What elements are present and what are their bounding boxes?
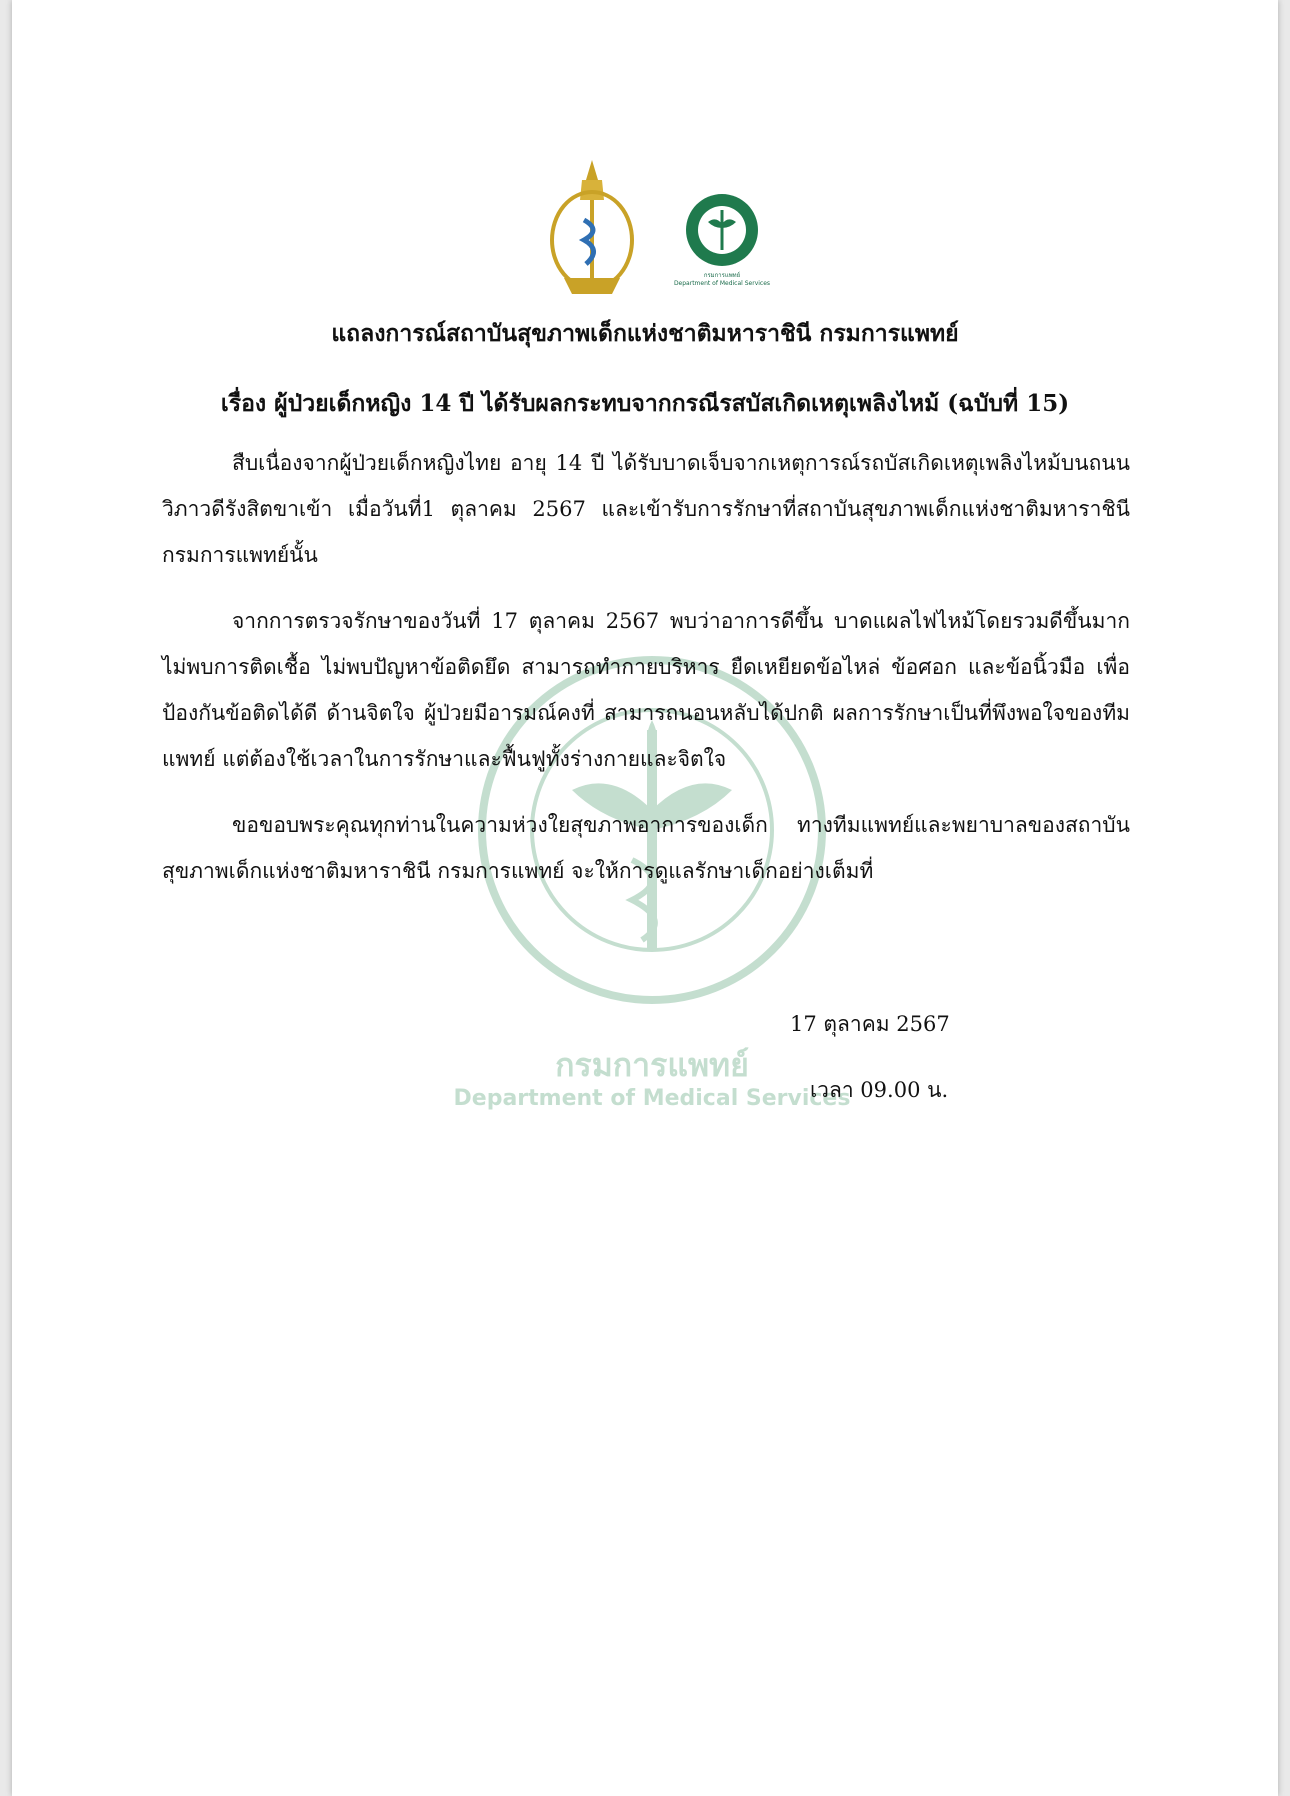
ministry-seal — [672, 190, 772, 300]
logo-caption-en: Department of Medical Services — [673, 280, 771, 287]
ministry-of-public-health-seal-icon — [672, 190, 772, 270]
paragraph-3: ขอขอบพระคุณทุกท่านในความห่วงใยสุขภาพอาการของเด็ก ทางทีมแพทย์และพยาบาลของสถาบันสุขภาพเด็กแห่งชาติมหาราชินี กรมการแพทย์ จะให้การดูแลรักษาเด็กอย่างเต็มที่ — [162, 813, 1130, 883]
watermark-department-th: กรมการแพทย์ — [555, 1046, 749, 1084]
statement-date: 17 ตุลาคม 2567 — [790, 1012, 950, 1036]
institute-emblem-icon — [542, 160, 642, 300]
watermark-department-en: Department of Medical Services — [453, 1086, 851, 1111]
paragraph-1: สืบเนื่องจากผู้ป่วยเด็กหญิงไทย อายุ 14 ปี ได้รับบาดเจ็บจากเหตุการณ์รถบัสเกิดเหตุเพลิงไหม้บนถนนวิภาวดีรังสิตขาเข้า เมื่อวันที่1 ตุลาคม 2567 และเข้ารับการรักษาที่สถาบันสุขภาพเด็กแห่งชาติมหาราชินี กรมการแพทย์นั้น — [162, 451, 1130, 567]
logo-row — [12, 160, 1278, 300]
document-page — [12, 0, 1278, 1796]
logo-caption-th: กรมการแพทย์ — [703, 272, 741, 279]
statement-subject: เรื่อง ผู้ป่วยเด็กหญิง 14 ปี ได้รับผลกระทบจากกรณีรสบัสเกิดเหตุเพลิงไหม้ (ฉบับที่ 15) — [220, 390, 1070, 417]
statement-title: แถลงการณ์สถาบันสุขภาพเด็กแห่งชาติมหาราชินี กรมการแพทย์ — [331, 320, 959, 347]
paragraph-2: จากการตรวจรักษาของวันที่ 17 ตุลาคม 2567 พบว่าอาการดีขึ้น บาดแผลไฟไหม้โดยรวมดีขึ้นมาก ไม่พบการติดเชื้อ ไม่พบปัญหาข้อติดยึด สามารถทำกายบริหาร ยืดเหยียดข้อไหล่ ข้อศอก และข้อนิ้วมือ เพื่อป้องกันข้อติดได้ดี ด้านจิตใจ ผู้ป่วยมีอารมณ์คงที่ สามารถนอนหลับได้ปกติ ผลการรักษาเป็นที่พึงพอใจของทีมแพทย์ แต่ต้องใช้เวลาในการรักษาและฟื้นฟูทั้งร่างกายและจิตใจ — [162, 609, 1130, 771]
statement-body — [162, 440, 1130, 914]
statement-time: เวลา 09.00 น. — [810, 1078, 949, 1102]
